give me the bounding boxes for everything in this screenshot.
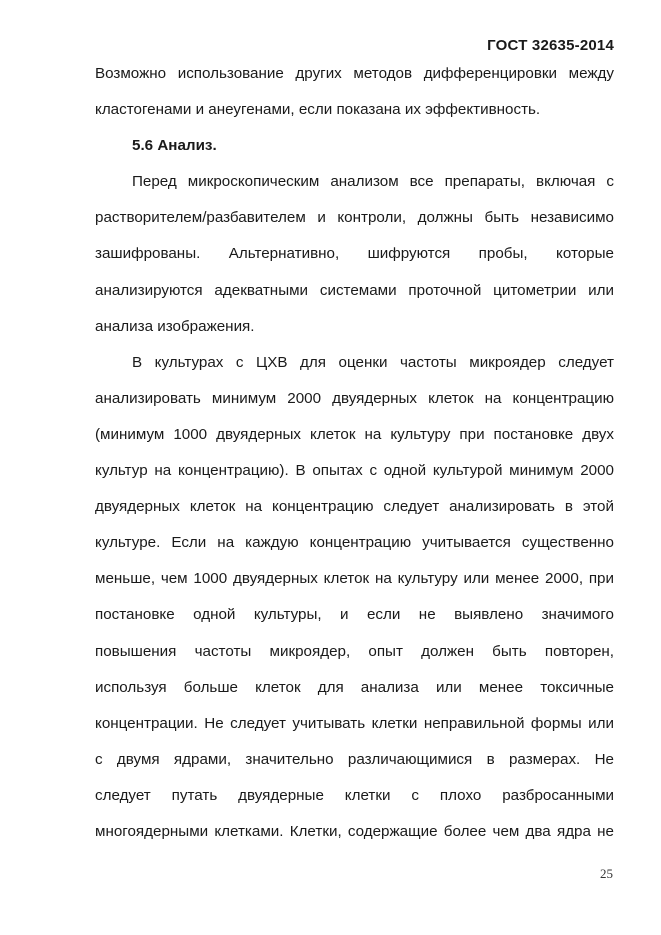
text-line: анализа изображения. xyxy=(95,317,255,335)
text-line: культур на концентрацию). В опытах с одной культурой минимум 2000 xyxy=(95,462,614,480)
text-line: постановке одной культуры, и если не выявлено значимого xyxy=(95,606,614,624)
text-line: зашифрованы. Альтернативно, шифруются пробы, которые xyxy=(95,245,614,263)
text-line: анализировать минимум 2000 двуядерных клеток на концентрацию xyxy=(95,389,614,407)
text-line: В культурах с ЦХВ для оценки частоты микроядер следует xyxy=(132,353,614,371)
standard-code-header: ГОСТ 32635-2014 xyxy=(487,37,614,54)
text-line: многоядерными клетками. Клетки, содержащие более чем два ядра не xyxy=(95,822,614,840)
text-line: (минимум 1000 двуядерных клеток на культуру при постановке двух xyxy=(95,425,614,443)
page-number: 25 xyxy=(600,866,613,881)
text-line: двуядерных клеток на концентрацию следует анализировать в этой xyxy=(95,498,614,516)
section-heading: 5.6 Анализ. xyxy=(132,137,217,155)
text-line: следует путать двуядерные клетки с плохо разбросанными xyxy=(95,786,614,804)
text-line: повышения частоты микроядер, опыт должен быть повторен, xyxy=(95,642,614,660)
text-line: растворителем/разбавителем и контроли, должны быть независимо xyxy=(95,209,614,227)
text-line: анализируются адекватными системами проточной цитометрии или xyxy=(95,281,614,299)
text-line: с двумя ядрами, значительно различающимися в размерах. Не xyxy=(95,750,614,768)
body-text xyxy=(95,56,614,850)
text-line: Возможно использование других методов дифференцировки между xyxy=(95,65,614,82)
text-line: культуре. Если на каждую концентрацию учитывается существенно xyxy=(95,534,614,552)
text-line: используя больше клеток для анализа или менее токсичные xyxy=(95,678,614,696)
text-line: кластогенами и анеугенами, если показана их эффективность. xyxy=(95,101,541,119)
text-line: концентрации. Не следует учитывать клетки неправильной формы или xyxy=(95,714,614,732)
text-line: меньше, чем 1000 двуядерных клеток на культуру или менее 2000, при xyxy=(95,570,614,588)
text-line: Перед микроскопическим анализом все препараты, включая с xyxy=(132,173,614,191)
